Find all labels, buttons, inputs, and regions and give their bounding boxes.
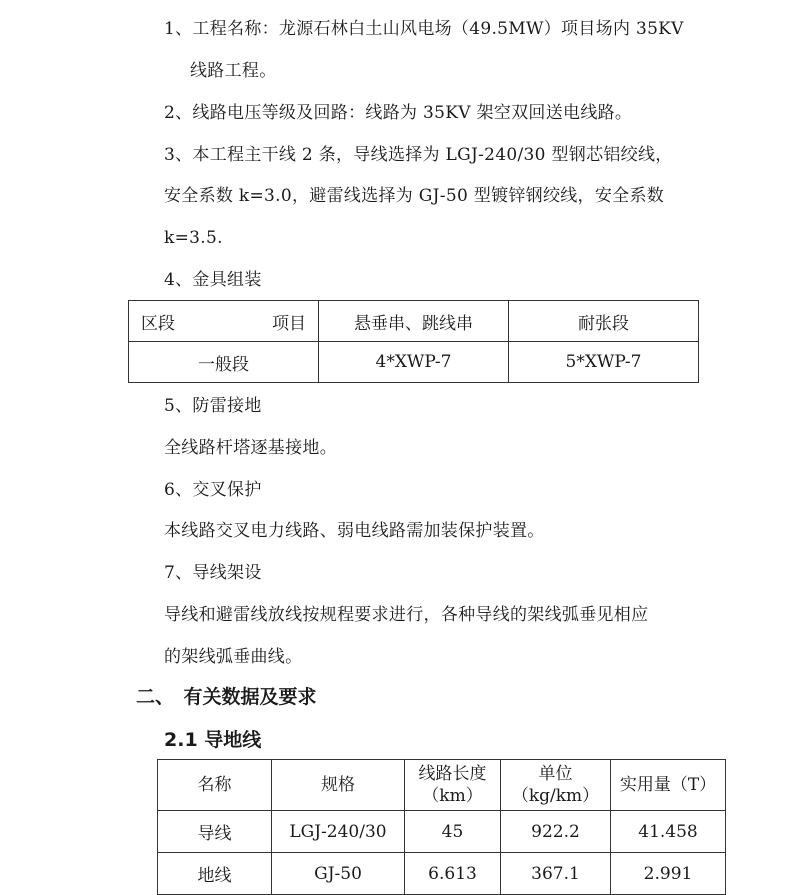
table-row [158, 760, 726, 811]
item-5-heading: 5、防雷接地 [164, 396, 262, 416]
item-6-body: 本线路交叉电力线路、弱电线路需加装保护装置。 [164, 521, 545, 541]
fittings-row-suspension: 4*XWP-7 [319, 342, 509, 383]
table-row [158, 811, 726, 853]
header-section-label: 区段 [141, 313, 175, 334]
wire-cell-length: 45 [405, 811, 501, 853]
item-7-body-line-2: 的架线弧垂曲线。 [164, 647, 303, 667]
fittings-header-suspension: 悬垂串、跳线串 [319, 301, 509, 342]
item-7-heading: 7、导线架设 [164, 563, 262, 583]
table-row [129, 342, 699, 383]
wire-cell-unit: 922.2 [501, 811, 611, 853]
fittings-header-corner [129, 301, 319, 342]
fittings-header-tension: 耐张段 [509, 301, 699, 342]
item-7-body-line-1: 导线和避雷线放线按规程要求进行，各种导线的架线弧垂见相应 [164, 605, 649, 625]
item-3-line-1: 3、本工程主干线 2 条，导线选择为 LGJ-240/30 型钢芯铝绞线， [164, 145, 673, 165]
wire-cell-name: 地线 [158, 853, 272, 895]
wire-header-name: 名称 [158, 760, 272, 811]
wire-cell-length: 6.613 [405, 853, 501, 895]
table-row [158, 853, 726, 895]
header-item-label: 项目 [272, 313, 306, 334]
fittings-row-tension: 5*XWP-7 [509, 342, 699, 383]
wire-header-unit [501, 760, 611, 811]
wire-header-unit-line-2: （kg/km） [511, 786, 600, 806]
wire-header-length-line-2: （km） [422, 786, 483, 806]
table-row [129, 301, 699, 342]
wire-header-length [405, 760, 501, 811]
wire-cell-usage: 41.458 [611, 811, 726, 853]
wire-header-usage: 实用量（T） [611, 760, 726, 811]
wire-table [157, 759, 726, 895]
item-5-body: 全线路杆塔逐基接地。 [164, 438, 337, 458]
item-1-line-1: 1、工程名称：龙源石林白土山风电场（49.5MW）项目场内 35KV [164, 19, 684, 39]
wire-cell-unit: 367.1 [501, 853, 611, 895]
item-3-line-3: k=3.5. [164, 228, 223, 248]
wire-cell-spec: GJ-50 [272, 853, 405, 895]
wire-cell-name: 导线 [158, 811, 272, 853]
wire-cell-spec: LGJ-240/30 [272, 811, 405, 853]
wire-header-unit-line-1: 单位 [538, 764, 573, 784]
item-2: 2、线路电压等级及回路：线路为 35KV 架空双回送电线路。 [164, 103, 633, 123]
section-2-title: 二、 有关数据及要求 [136, 686, 317, 708]
item-3-line-2: 安全系数 k=3.0，避雷线选择为 GJ-50 型镀锌钢绞线，安全系数 [164, 186, 665, 206]
wire-cell-usage: 2.991 [611, 853, 726, 895]
item-4-heading: 4、金具组装 [164, 270, 262, 290]
wire-header-spec: 规格 [272, 760, 405, 811]
fittings-table [128, 300, 699, 383]
wire-header-length-line-1: 线路长度 [418, 764, 487, 784]
item-6-heading: 6、交叉保护 [164, 480, 262, 500]
fittings-row-label: 一般段 [129, 342, 319, 383]
item-1-line-2: 线路工程。 [190, 61, 277, 81]
section-2-1-subtitle: 2.1 导地线 [164, 729, 262, 751]
